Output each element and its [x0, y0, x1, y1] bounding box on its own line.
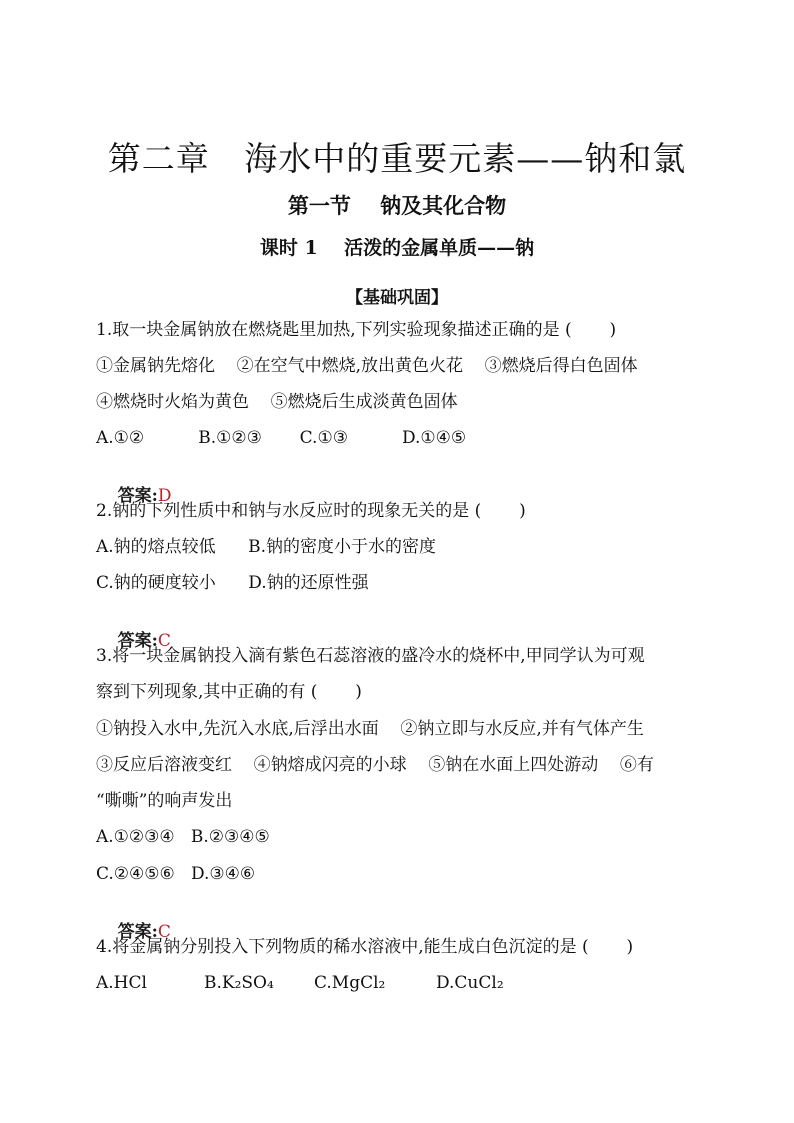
question-1-line-1: ①金属钠先熔化 ②在空气中燃烧,放出黄色火花 ③燃烧后得白色固体 [96, 356, 638, 376]
question-2-line-2: C.钠的硬度较小 D.钠的还原性强 [96, 573, 369, 593]
answer-value: C [157, 922, 171, 942]
question-3-line-1: ①钠投入水中,先沉入水底,后浮出水面 ②钠立即与水反应,并有气体产生 [96, 719, 644, 739]
chapter-title: 第二章 海水中的重要元素——钠和氯 [107, 139, 687, 178]
answer-value: C [157, 631, 171, 651]
section-title: 第一节 钠及其化合物 [287, 193, 507, 218]
question-4-option-b: B.K₂SO₄ [204, 973, 274, 993]
question-4-option-d: D.CuCl₂ [436, 973, 504, 993]
question-4-option-a: A.HCl [96, 973, 147, 993]
question-3-options-1: A.①②③④ B.②③④⑤ [96, 827, 270, 847]
question-2-line-1: A.钠的熔点较低 B.钠的密度小于水的密度 [96, 537, 436, 557]
question-3-stem-2: 察到下列现象,其中正确的有 ( ) [96, 682, 362, 702]
question-1-options: A.①② B.①②③ C.①③ D.①④⑤ [96, 428, 467, 448]
question-3-stem: 3.将一块金属钠投入滴有紫色石蕊溶液的盛冷水的烧杯中,甲同学认为可观 [96, 646, 645, 666]
question-3-line-3: “嘶嘶”的响声发出 [96, 791, 233, 811]
answer-value: D [157, 486, 172, 506]
exercise-heading: 【基础巩固】 [346, 288, 448, 308]
answer-label: 答案: [117, 631, 158, 651]
question-1-line-2: ④燃烧时火焰为黄色 ⑤燃烧后生成淡黄色固体 [96, 392, 458, 412]
lesson-title: 课时 1 活泼的金属单质——钠 [259, 237, 535, 259]
question-4-stem: 4.将金属钠分别投入下列物质的稀水溶液中,能生成白色沉淀的是 ( ) [96, 937, 634, 957]
question-4-option-c: C.MgCl₂ [314, 973, 386, 993]
question-1-stem: 1.取一块金属钠放在燃烧匙里加热,下列实验现象描述正确的是 ( ) [96, 320, 617, 340]
question-2-stem: 2.钠的下列性质中和钠与水反应时的现象无关的是 ( ) [96, 501, 526, 521]
question-3-options-2: C.②④⑤⑥ D.③④⑥ [96, 864, 256, 884]
question-3-line-2: ③反应后溶液变红 ④钠熔成闪亮的小球 ⑤钠在水面上四处游动 ⑥有 [96, 755, 654, 775]
answer-label: 答案: [117, 486, 158, 506]
answer-label: 答案: [117, 922, 158, 942]
